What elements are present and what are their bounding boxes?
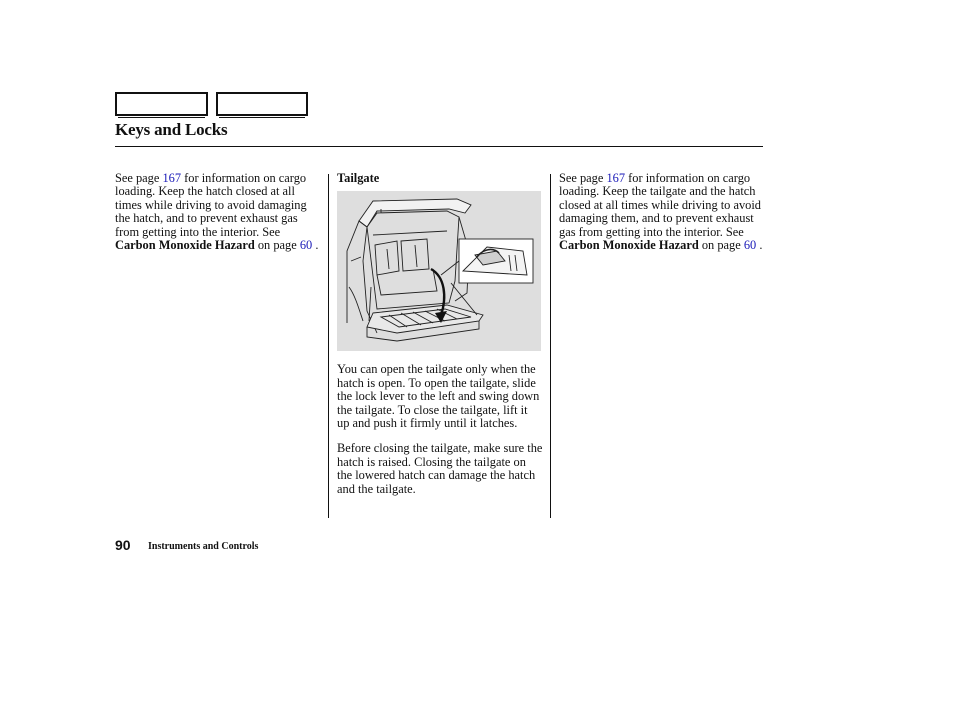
- right-text-2: on page: [698, 238, 744, 253]
- column-divider-2: [550, 174, 551, 518]
- middle-column: [337, 172, 543, 508]
- title-rule: [115, 146, 763, 147]
- column-divider-1: [328, 174, 329, 518]
- left-column: [115, 172, 323, 264]
- page-number: 90: [115, 537, 131, 553]
- right-text-pre: See page: [559, 171, 607, 185]
- right-text-1: for information on cargo loading. Keep the tailgate and the hatch closed at all times while driving to avoid damaging them, and to prevent exhaust gas from getting into the interior. See: [559, 171, 761, 239]
- nav-tab-2[interactable]: [216, 92, 308, 116]
- section-name: Instruments and Controls: [148, 541, 259, 552]
- left-paragraph: [115, 172, 323, 252]
- tailgate-heading: Tailgate: [337, 171, 380, 185]
- nav-tab-1[interactable]: [115, 92, 208, 116]
- left-text-pre: See page: [115, 171, 163, 185]
- right-hazard-bold: Carbon Monoxide Hazard: [559, 238, 699, 253]
- left-text-2: on page: [254, 238, 300, 253]
- page-title: Keys and Locks: [115, 120, 228, 139]
- right-column: [559, 172, 763, 264]
- tailgate-paragraph-2: Before closing the tailgate, make sure the hatch is raised. Closing the tailgate on the lowered hatch can damage the hatch and the tailgate.: [337, 441, 543, 496]
- left-text-3: .: [312, 238, 319, 253]
- page-link-60[interactable]: 60: [743, 238, 757, 253]
- page-link-167[interactable]: 167: [162, 171, 182, 185]
- right-text-3: .: [756, 238, 763, 253]
- right-paragraph: [559, 172, 763, 252]
- page-link-167[interactable]: 167: [606, 171, 626, 185]
- left-hazard-bold: Carbon Monoxide Hazard: [115, 238, 255, 253]
- tailgate-paragraph-1: You can open the tailgate only when the hatch is open. To open the tailgate, slide the lock lever to the left and swing down the tailgate. To close the tailgate, lift it up and push it firmly until it latches.: [337, 362, 540, 431]
- tailgate-illustration: [337, 191, 541, 351]
- left-text-1: for information on cargo loading. Keep the hatch closed at all times while driving to avoid damaging the hatch, and to prevent exhaust gas from getting into the interior. See: [115, 171, 307, 239]
- page-link-60[interactable]: 60: [299, 238, 313, 253]
- tailgate-drawing: [337, 191, 541, 351]
